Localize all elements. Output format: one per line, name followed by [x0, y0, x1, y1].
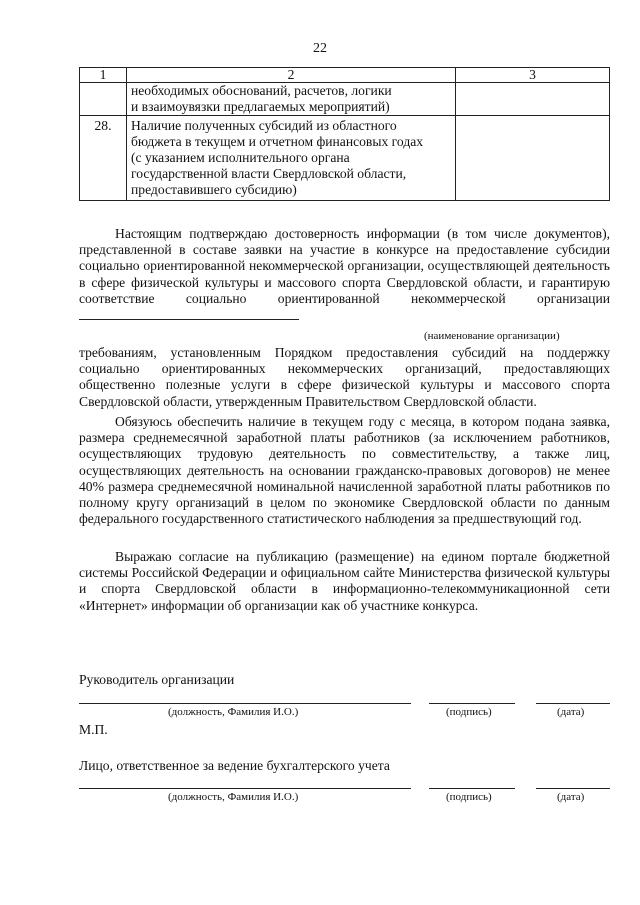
row-description-line: бюджета в текущем и отчетном финансовых годах: [131, 134, 424, 149]
table-row: [80, 116, 610, 201]
table-header-col-2: 2: [127, 68, 456, 83]
organization-name-caption: (наименование организации): [424, 330, 560, 342]
row-number: [80, 83, 127, 116]
paragraph-confirmation-text: Настоящим подтверждаю достоверность информации (в том числе документов), представленной в составе заявки на участие в конкурсе на предоставление субсидии социально ориентированной некоммерческой организации, осуществляющей деятельность в сфере физической культуры и массового спорта Свердловской области, и гарантирую соответствие социально ориентированной некоммерческой организации: [79, 226, 610, 306]
table-header-row: [80, 68, 610, 83]
accountant-date-line[interactable]: [536, 788, 610, 789]
table-row: [80, 83, 610, 116]
head-date-caption: (дата): [557, 706, 585, 718]
row-description: [127, 83, 456, 116]
paragraph-salary-obligation: Обязуюсь обеспечить наличие в текущем году с месяца, в котором подана заявка, размера среднемесячной заработной платы работников (за исключением работников, осуществляющих трудовую деятельность по совместительству, а также лиц, осуществляющих деятельность на основании гражданско-правовых договоров) не менее 40% размера среднемесячной номинальной начисленной заработной платы работников по полному кругу организаций в целом по экономике Свердловской области по данным федерального государственного статистического наблюдения за предшествующий год.: [79, 414, 610, 527]
page-number: 22: [313, 41, 327, 56]
accountant-date-caption: (дата): [557, 791, 585, 803]
head-position-name-caption: (должность, Фамилия И.О.): [168, 706, 299, 718]
row-number: 28.: [80, 116, 127, 201]
head-date-line[interactable]: [536, 703, 610, 704]
row-description-line: государственной власти Свердловской области,: [131, 166, 407, 181]
head-signature-line[interactable]: [429, 703, 515, 704]
table-header-col-1: 1: [80, 68, 127, 83]
row-description-line: предоставившего субсидию): [131, 182, 297, 197]
requirements-table: [79, 67, 610, 201]
organization-name-field[interactable]: [79, 307, 299, 320]
accountant-label: Лицо, ответственное за ведение бухгалтерского учета: [79, 758, 390, 773]
row-value: [456, 116, 610, 201]
accountant-position-name-caption: (должность, Фамилия И.О.): [168, 791, 299, 803]
head-position-name-line[interactable]: [79, 703, 411, 704]
row-value: [456, 83, 610, 116]
row-description-line: необходимых обоснований, расчетов, логики: [131, 83, 392, 98]
row-description-line: (с указанием исполнительного органа: [131, 150, 350, 165]
paragraph-publication-consent: Выражаю согласие на публикацию (размещение) на едином портале бюджетной системы Российской Федерации и официальном сайте Министерства физической культуры и спорта Свердловской области в информационно-телекоммуникационной сети «Интернет» информации об организации как об участнике конкурса.: [79, 549, 610, 613]
head-signature-caption: (подпись): [446, 706, 492, 718]
paragraph-confirmation: [79, 226, 610, 324]
stamp-label: М.П.: [79, 722, 108, 737]
accountant-signature-caption: (подпись): [446, 791, 492, 803]
table-header-col-3: 3: [456, 68, 610, 83]
paragraph-requirements: требованиям, установленным Порядком предоставления субсидий на поддержку социально ориентированных некоммерческих организаций, предоставляющих общественно полезные услуги в сфере физической культуры и массового спорта Свердловской области, утвержденным Правительством Свердловской области.: [79, 345, 610, 409]
row-description-line: Наличие полученных субсидий из областного: [131, 118, 397, 133]
row-description: [127, 116, 456, 201]
accountant-position-name-line[interactable]: [79, 788, 411, 789]
accountant-signature-line[interactable]: [429, 788, 515, 789]
head-of-organization-label: Руководитель организации: [79, 672, 235, 687]
row-description-line: и взаимоувязки предлагаемых мероприятий): [131, 99, 390, 114]
